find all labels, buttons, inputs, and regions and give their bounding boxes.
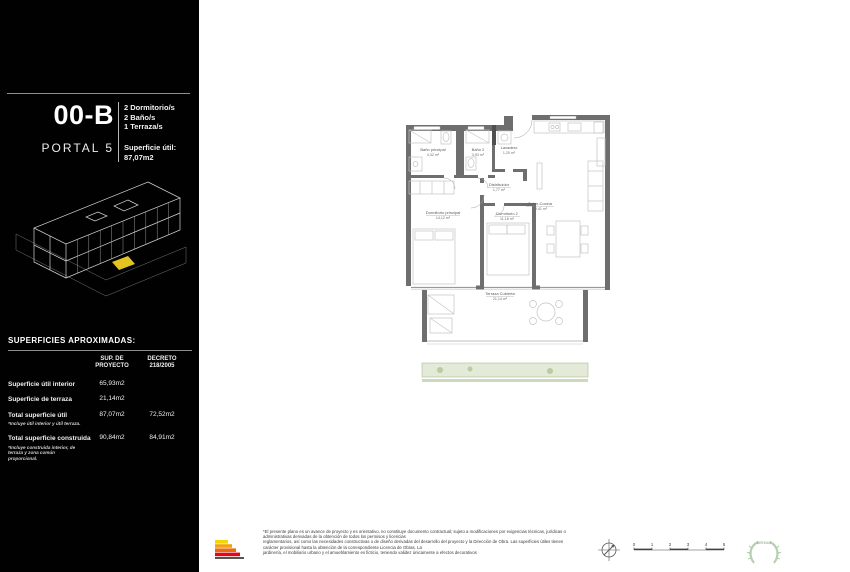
room-label-distribuidor: Distribuidor <box>488 182 510 187</box>
scale-tick-label: 2 <box>668 542 672 547</box>
room-label-dormitorio-principal: Dormitorio principal <box>425 210 461 215</box>
room-area: 14,12 m² <box>435 216 451 220</box>
disclaimer-line: *El presente plano es un avance de proyecto y es orientativo, no constituye documento contractual; sujeto a modificaciones por exigencias técnicas, jurídicas o <box>263 529 566 534</box>
plot-outline <box>16 234 186 296</box>
highlighted-unit-marker <box>112 256 135 270</box>
energy-rating-icon <box>215 540 247 562</box>
table-row-label: Superficie útil interior <box>8 381 76 388</box>
feature-terraces: 1 Terraza/s <box>124 122 163 131</box>
disclaimer-line: administrativas derivadas de la obtención de todos los permisos y licencias <box>263 534 406 540</box>
room-area: 1,20 m² <box>502 151 516 155</box>
scale-bar <box>630 540 732 556</box>
sidebar-top-divider <box>7 93 190 94</box>
table-cell: 87,07m2 <box>99 411 125 418</box>
table-row-label: Total superficie útil <box>8 412 68 419</box>
room-area: 4,32 m² <box>426 153 440 157</box>
table-divider <box>8 350 192 351</box>
feature-bathrooms: 2 Baño/s <box>124 112 156 122</box>
disclaimer-line: reglamentarios, así como las necesidades constructivas o de diseño derivadas del desarrollo del proyecto y la Dirección de Obra. Las superficies útiles tienen <box>263 539 564 545</box>
legal-disclaimer <box>263 529 566 555</box>
table-cell: 21,14m2 <box>99 395 125 402</box>
disclaimer-line: carácter provisional hasta la obtención de la correspondiente Licencia de Obras. La <box>263 544 422 550</box>
superficie-util-value: 87,07m2 <box>124 152 154 162</box>
scale-tick-label: 3 <box>686 542 690 547</box>
scale-tick-label: 1 <box>650 542 654 547</box>
table-row-label: Superficie de terraza <box>8 396 72 403</box>
room-label-bano-principal: Baño principal <box>420 147 446 152</box>
room-area: 29,41 m² <box>532 207 548 211</box>
building-wireframe <box>34 182 180 278</box>
room-label-bano-2: Baño 2 <box>471 147 485 152</box>
header-vertical-divider <box>118 102 119 162</box>
building-isometric-drawing <box>8 172 193 322</box>
room-area: 21,14 m² <box>492 297 508 301</box>
superficie-util <box>124 143 176 162</box>
balustrade <box>427 341 583 344</box>
room-area: 11,18 m² <box>500 217 514 221</box>
superficie-util-label: Superficie útil: <box>124 143 177 152</box>
breeam-badge-label: BREEAM <box>756 541 772 545</box>
scale-tick-label: 5 <box>722 542 726 547</box>
table-title: SUPERFICIES APROXIMADAS: <box>8 336 136 345</box>
terrace-glazing <box>411 286 605 290</box>
table-cell: 72,52m2 <box>149 411 175 418</box>
col-header-decreto: DECRETO 218/2005 <box>147 356 177 369</box>
table-footnote: *Incluye construida interior, de terraza y zona común proporcional. <box>8 445 76 461</box>
room-area: 1,77 m² <box>492 188 506 192</box>
floor-plan-drawing <box>400 105 615 390</box>
disclaimer-line: jardinería, el mobiliario urbano y el amueblamiento es ficticio, teniendo validez únicamente a efectos decorativos <box>263 549 477 555</box>
feature-bedrooms: 2 Dormitorio/s <box>124 103 175 112</box>
table-row-label: Total superficie construida <box>8 435 91 442</box>
north-compass-icon <box>597 539 621 563</box>
portal-label: PORTAL 5 <box>41 141 114 155</box>
table-footnote: *Incluye útil interior y útil terraza. <box>8 421 81 426</box>
garden-strip <box>422 363 588 382</box>
room-label-lavadero: Lavadero <box>500 145 518 150</box>
table-cell: 65,93m2 <box>99 380 125 387</box>
unit-features <box>124 103 175 132</box>
breeam-badge <box>744 537 784 568</box>
sidebar <box>0 0 199 572</box>
table-cell: 84,91m2 <box>149 434 175 441</box>
room-label-salon-cocina: Salón-Cocina <box>527 201 553 206</box>
table-cell: 90,84m2 <box>99 434 125 441</box>
room-area: 3,93 m² <box>471 153 485 157</box>
unit-code: 00-B <box>53 100 114 130</box>
room-label-terraza: Terraza Cubierta <box>485 291 515 296</box>
scale-tick-label: 4 <box>704 542 708 547</box>
room-label-dormitorio-2: Dormitorio 2 <box>496 211 518 216</box>
col-header-proyecto: SUP. DE PROYECTO <box>95 356 129 369</box>
shaft <box>492 125 496 145</box>
scale-tick-label: 0 <box>632 542 636 547</box>
